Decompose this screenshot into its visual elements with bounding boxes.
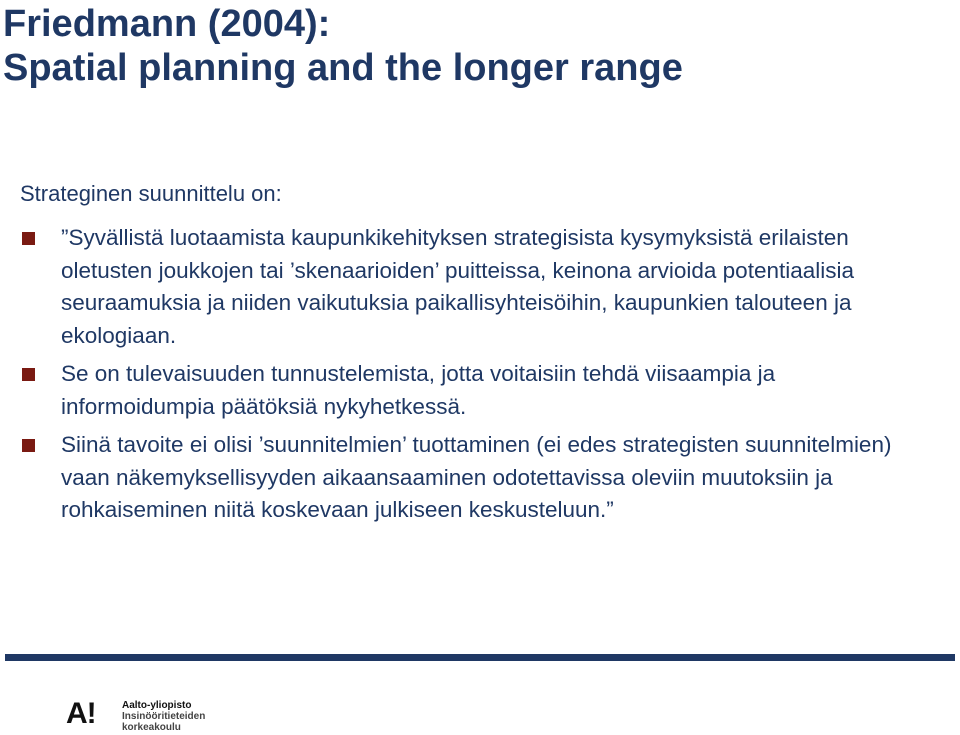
bullet-text: Se on tulevaisuuden tunnustelemista, jotta voitaisiin tehdä viisaampia ja informoidumpia päätöksiä nykyhetkessä.	[61, 361, 776, 419]
logo-line-2: Insinööritieteiden	[122, 711, 206, 722]
square-bullet-icon	[22, 439, 35, 452]
footer-divider	[5, 654, 955, 661]
bullet-item	[20, 222, 920, 352]
intro-text: Strateginen suunnittelu on:	[20, 181, 282, 206]
bullet-item	[20, 358, 920, 423]
square-bullet-icon	[22, 232, 35, 245]
title-line-1: Friedmann (2004):	[3, 3, 331, 45]
logo-text	[122, 700, 205, 733]
slide-title	[3, 2, 683, 90]
bullet-list	[20, 222, 920, 533]
bullet-text: Siinä tavoite ei olisi ’suunnitelmien’ tuottaminen (ei edes strategisten suunnitelmien) vaan näkemyksellisyyden aikaansaaminen odotettavissa oleviin muutoksiin ja rohkaiseminen niitä koskevaan julkiseen keskusteluun.”	[61, 432, 892, 522]
logo-mark: A!	[66, 697, 96, 730]
square-bullet-icon	[22, 368, 35, 381]
title-line-2: Spatial planning and the longer range	[3, 47, 683, 89]
logo-line-3: korkeakoulu	[122, 722, 181, 733]
aalto-logo-icon	[66, 695, 236, 735]
logo-line-1: Aalto-yliopisto	[122, 700, 192, 711]
bullet-text: ”Syvällistä luotaamista kaupunkikehityksen strategisista kysymyksistä erilaisten oletusten joukkojen tai ’skenaarioiden’ puitteissa, keinona arvioida potentiaalisia seuraamuksia ja niiden vaikutuksia paikallisyhteisöihin, kaupunkien talouteen ja ekologiaan.	[61, 225, 855, 348]
bullet-item	[20, 429, 920, 527]
